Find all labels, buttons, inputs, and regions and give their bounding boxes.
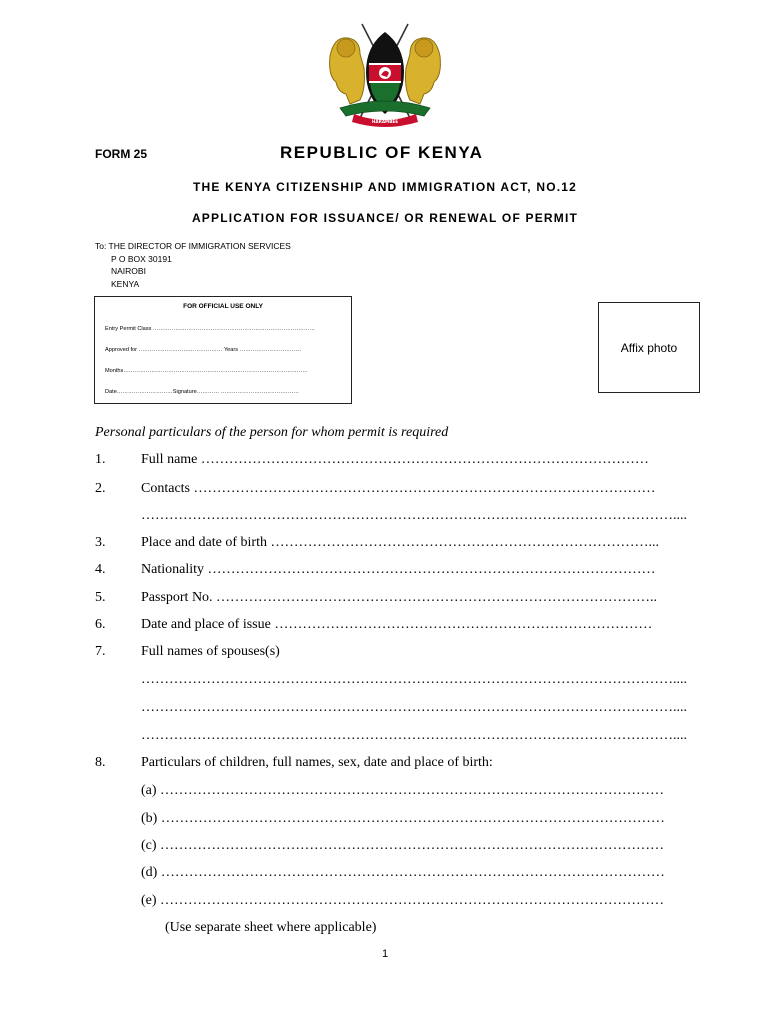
contacts-continuation-line: …………………………………………………………………………………………………….... [141,508,687,523]
separate-sheet-note: (Use separate sheet where applicable) [165,920,377,935]
field-number: 1. [95,452,106,467]
field-number: 4. [95,562,106,577]
entry-permit-class-field: Entry Permit Class …………………………………………………………………………… [105,326,316,332]
recipient-address [95,240,291,290]
kenya-coat-of-arms-icon [320,18,450,130]
spouse-names-field: Full names of spouses(s) [141,644,280,659]
form-number: FORM 25 [95,147,148,161]
child-line: (b) ……………………………………………………………………………………………… [141,811,665,826]
field-number: 3. [95,535,106,550]
application-title: APPLICATION FOR ISSUANCE/ OR RENEWAL OF PERMIT [191,211,579,225]
address-line: P O BOX 30191 [111,253,172,264]
full-name-field: Full name …………………………………………………………………………………… [141,452,649,467]
section-heading: Personal particulars of the person for whom permit is required [95,425,449,440]
field-number: 2. [95,481,106,496]
address-line: To: THE DIRECTOR OF IMMIGRATION SERVICES [95,241,291,251]
months-field: Months……………………………………………………………………………………… [105,368,308,374]
child-line: (e) ……………………………………………………………………………………………… [141,893,665,908]
address-line: KENYA [111,278,140,289]
date-signature-field: Date…………………………Signature………… …………………………………… [105,389,299,395]
spouse-line: …………………………………………………………………………………………………….... [141,700,687,715]
child-line: (a) ……………………………………………………………………………………………… [141,783,665,798]
address-line: NAIROBI [111,266,146,276]
official-use-box [94,296,352,404]
photo-label: Affix photo [620,341,678,355]
approved-for-field: Approved for ……………………………………… Years …………………………… [105,347,302,353]
birth-place-date-field: Place and date of birth ………………………………………………………………………... [141,535,659,550]
children-particulars-field: Particulars of children, full names, sex, date and place of birth: [141,755,493,770]
contacts-field: Contacts ……………………………………………………………………………………… [141,481,656,496]
field-number: 7. [95,644,106,659]
photo-box [598,302,700,393]
svg-text:HARAMBEE: HARAMBEE [371,119,399,124]
child-line: (c) ……………………………………………………………………………………………… [141,838,665,853]
spouse-line: …………………………………………………………………………………………………….... [141,672,687,687]
field-number: 6. [95,617,106,632]
passport-number-field: Passport No. ………………………………………………………………………………….. [141,590,658,605]
child-line: (d) ……………………………………………………………………………………………… [141,865,665,880]
spouse-line: …………………………………………………………………………………………………….... [141,728,687,743]
field-number: 5. [95,590,106,605]
field-number: 8. [95,755,106,770]
page-number: 1 [381,948,389,960]
issue-date-place-field: Date and place of issue ……………………………………………………………………… [141,617,653,632]
page-title: REPUBLIC OF KENYA [280,143,484,162]
official-use-title: FOR OFFICIAL USE ONLY [183,303,263,310]
nationality-field: Nationality …………………………………………………………………………………… [141,562,656,577]
act-title: THE KENYA CITIZENSHIP AND IMMIGRATION ACT, NO.12 [192,180,578,194]
